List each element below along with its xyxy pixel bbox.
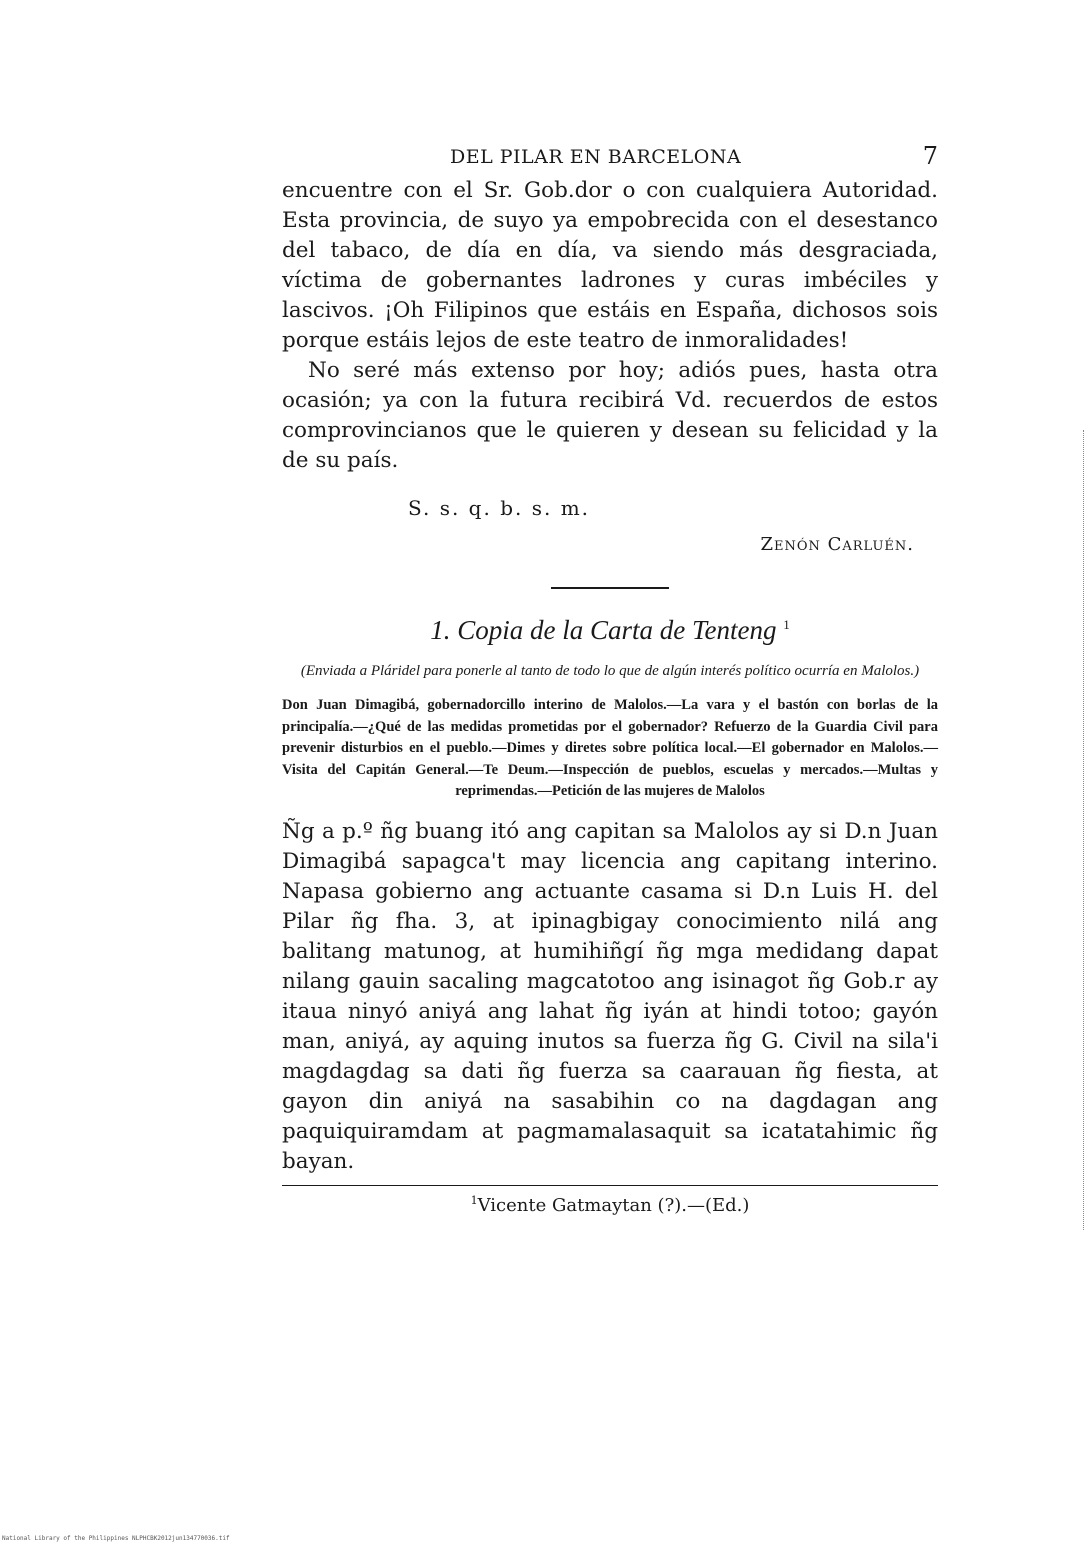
footnote-text: Vicente Gatmaytan (?).—(Ed.) <box>477 1194 750 1216</box>
section-title <box>282 615 938 646</box>
footnote-mark: 1 <box>470 1193 478 1207</box>
section-title-footnote-mark: 1 <box>783 617 790 632</box>
running-head <box>282 140 938 176</box>
scan-edge-mark <box>1081 430 1084 1230</box>
section-summary: Don Juan Dimagibá, gobernadorcillo interino de Malolos.—La vara y el bastón con borlas de la principalía.—¿Qué de las medidas prometidas por el gobernador? Refuerzo de la Guardia Civil para prevenir disturbios en el pueblo.—Dimes y diretes sobre política local.—El gobernador en Malolos.—Visita del Capitán General.—Te Deum.—Inspección de pueblos, escuelas y mercados.—Multas y reprimendas.—Petición de las mujeres de Malolos <box>282 697 938 799</box>
scan-stamp: National Library of the Philippines NLPHCBK2012jun134770036.tif <box>2 1535 230 1542</box>
running-title: DEL PILAR EN BARCELONA <box>450 146 742 168</box>
section-body: Ñg a p.º ñg buang itó ang capitan sa Malolos ay si D.n Juan Dimagibá sapagca't may licencia ang capitang interino. Napasa gobierno ang actuante casama si D.n Luis H. del Pilar ñg fha. 3, at ipinagbigay conocimiento nilá ang balitang matunog, at humihiñgí ñg mga medidang dapat nilang gauin sacaling magcatotoo ang isinagot ñg Gob.r ay itaua ninyó aniyá ang lahat ñg iyán at hindi totoo; gayón man, aniyá, ay aquing inutos sa fuerza ñg G. Civil na sila'i magdagdag sa dati ñg fuerza sa caarauan ñg fiesta, at gayon din aniyá na sasabihin co na dagdagan ang paquiquiramdam at pagmamalasaquit sa icatatahimic ñg bayan. <box>282 818 938 1174</box>
letter-signature: Zenón Carluén. <box>760 534 914 555</box>
footnote <box>282 1194 938 1216</box>
letter-closing: S. s. q. b. s. m. <box>408 496 591 520</box>
letter-paragraph-1: encuentre con el Sr. Gob.dor o con cualquiera Autoridad. Esta provincia, de suyo ya empobrecida con el desestanco del tabaco, de día en día, va siendo más desgraciada, víctima de gobernantes ladrones y curas imbéciles y lascivos. ¡Oh Filipinos que estáis en España, dichosos sois porque estáis lejos de este teatro de inmoralidades! <box>282 178 938 353</box>
document-page <box>282 140 938 1216</box>
letter-paragraph-2: No seré más extenso por hoy; adiós pues, hasta otra ocasión; ya con la futura recibirá Vd. recuerdos de estos comprovincianos que le quieren y desean su felicidad y la de su país. <box>282 358 938 473</box>
section-title-text: 1. Copia de la Carta de Tenteng <box>430 615 777 645</box>
footnote-rule <box>282 1185 938 1186</box>
section-divider <box>551 587 669 589</box>
page-number: 7 <box>922 142 938 170</box>
section-subtitle: (Enviada a Pláridel para ponerle al tanto de todo lo que de algún interés político ocurría en Malolos.) <box>300 663 920 679</box>
